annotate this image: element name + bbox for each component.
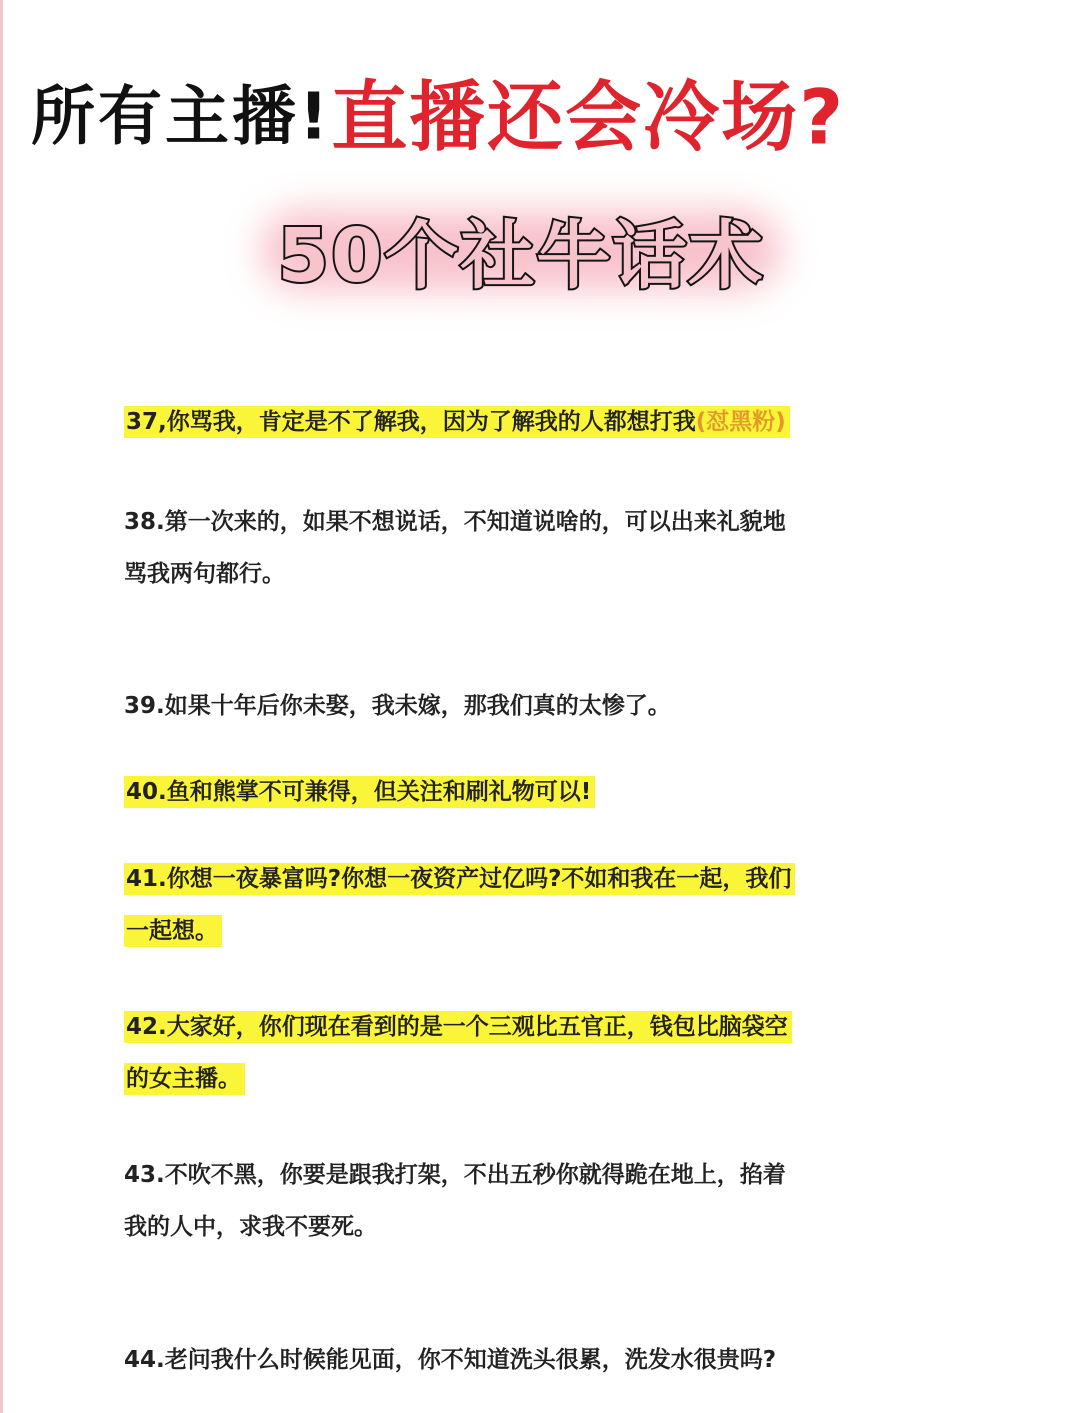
item-43-line2: 我的人中，求我不要死。 (124, 1214, 377, 1240)
list-item-42 (124, 1001, 914, 1105)
item-37-line1: 37,你骂我，肯定是不了解我，因为了解我的人都想打我 (126, 409, 696, 435)
subtitle: 50个社牛话术 (277, 213, 765, 299)
item-38-line2: 骂我两句都行。 (124, 561, 285, 587)
item-42-line1: 42.大家好，你们现在看到的是一个三观比五官正，钱包比脑袋空 (124, 1011, 792, 1043)
item-38-line1: 38.第一次来的，如果不想说话，不知道说啥的，可以出来礼貌地 (124, 509, 786, 535)
title-highlight: 直播还会冷场? (331, 72, 846, 162)
list-item-37 (124, 396, 914, 448)
item-43-line1: 43.不吹不黑，你要是跟我打架，不出五秒你就得跪在地上，掐着 (124, 1162, 786, 1188)
item-37-note: (怼黑粉) (695, 409, 786, 435)
list-item-41 (124, 853, 914, 957)
item-44-line1: 44.老问我什么时候能见面，你不知道洗头很累，洗发水很贵吗? (124, 1347, 777, 1373)
list-item-40 (124, 766, 914, 818)
item-39-line1: 39.如果十年后你未娶，我未嫁，那我们真的太惨了。 (124, 693, 671, 719)
item-42-line2: 的女主播。 (124, 1063, 245, 1095)
list-item-43 (124, 1149, 914, 1253)
list-item-38 (124, 496, 914, 600)
list-item-39 (124, 680, 914, 732)
page-title (31, 62, 1071, 172)
item-41-line2: 一起想。 (124, 915, 222, 947)
title-prefix: 所有主播! (31, 80, 332, 155)
item-41-line1: 41.你想一夜暴富吗?你想一夜资产过亿吗?不如和我在一起，我们 (124, 863, 795, 895)
item-37-line1-highlight (124, 406, 790, 438)
list-item-44 (124, 1334, 914, 1386)
subtitle-banner (241, 190, 801, 310)
item-40-line1: 40.鱼和熊掌不可兼得，但关注和刷礼物可以! (124, 776, 595, 808)
